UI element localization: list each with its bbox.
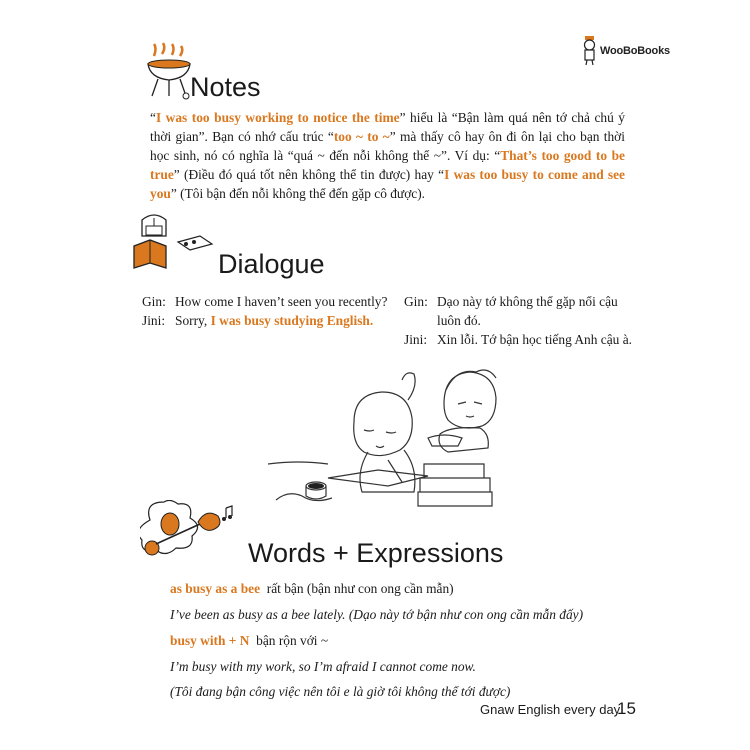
mascot-icon — [580, 36, 600, 66]
words-heading: Words + Expressions — [248, 538, 504, 568]
brand-name: WooBoBooks — [600, 45, 670, 57]
expression-meaning: bận rộn với ~ — [256, 633, 329, 648]
expression-term-row — [170, 581, 640, 597]
expression-meaning: rất bận (bận như con ong cần mẫn) — [266, 581, 454, 596]
expression-translation: (Tôi đang bận công việc nên tôi e là giờ tôi không thể tới được) — [170, 684, 511, 699]
dialogue-line — [404, 292, 644, 330]
speaker-label: Jini: — [142, 313, 166, 328]
dialogue-text: Dạo này tớ không thể gặp nổi cậu luôn đó. — [437, 294, 618, 328]
dialogue-line — [142, 311, 402, 330]
notes-heading: Notes — [190, 72, 261, 102]
guitar-chick-icon — [140, 500, 240, 562]
speaker-label: Gin: — [404, 294, 428, 309]
dialogue-text: Sorry, I was busy studying English. — [175, 313, 374, 328]
speaker-label: Gin: — [142, 294, 166, 309]
page-number: 15 — [617, 699, 636, 718]
dialogue-line — [404, 330, 644, 349]
dialogue-line — [142, 292, 402, 311]
dialogue-heading: Dialogue — [218, 249, 325, 279]
expression-example: I’ve been as busy as a bee lately. (Dạo này tớ bận như con ong cần mẫn đấy) — [170, 607, 584, 622]
expression-term: as busy as a bee — [170, 581, 261, 596]
expression-term-row — [170, 633, 640, 649]
dialogue-text: Xin lỗi. Tớ bận học tiếng Anh cậu à. — [437, 332, 633, 347]
dialogue-english — [142, 292, 402, 330]
book-title: Gnaw English every day — [480, 702, 621, 717]
notes-paragraph: “I was too busy working to notice the time” hiểu là “Bận làm quá nên tớ chả chú ý thời gian”. Bạn có nhớ cấu trúc “too ~ to ~” mà thấy cô hay ôn đi ôn lại cho bạn thời học sinh, nó có nghĩa là “quá ~ đến nỗi không thể ~”. Ví dụ: “That’s too good to be true” (Điều đó quá tốt nên không thể tin được) hay “I was too busy to come and see you” (Tôi bận đến nỗi không thể đến gặp cô được). — [150, 110, 626, 201]
brand-logo — [580, 36, 675, 66]
reading-robot-icon — [128, 212, 216, 272]
students-studying-illustration — [268, 360, 528, 520]
expression-term: busy with + N — [170, 633, 250, 648]
speaker-label: Jini: — [404, 332, 428, 347]
dialogue-text: How come I haven’t seen you recently? — [175, 294, 388, 309]
expression-example: I’m busy with my work, so I’m afraid I cannot come now. — [170, 659, 476, 674]
dialogue-vietnamese — [404, 292, 644, 349]
